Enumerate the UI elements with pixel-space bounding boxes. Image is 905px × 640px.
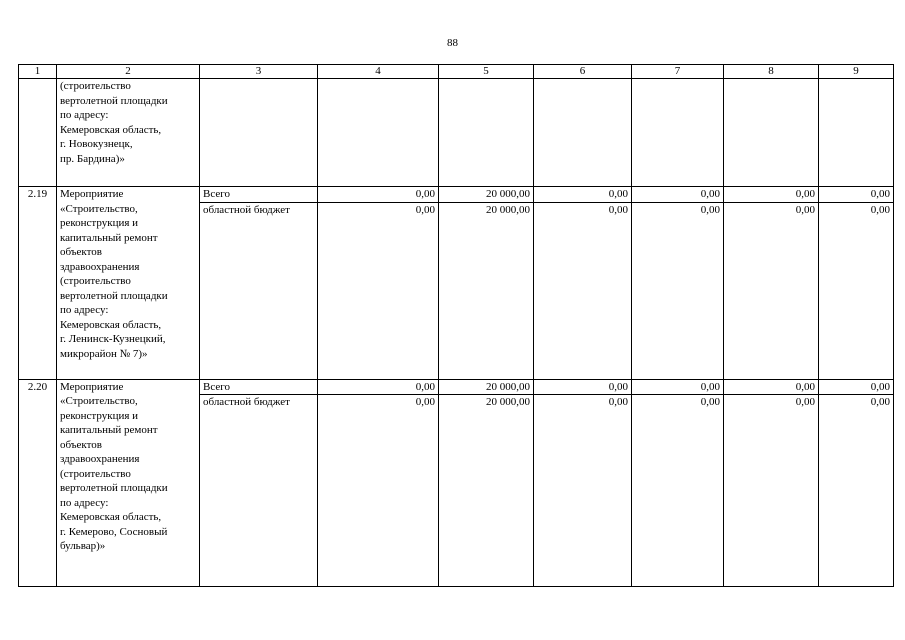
value-cell: 0,00 xyxy=(534,202,632,379)
funding-source: областной бюджет xyxy=(200,395,318,587)
column-header: 8 xyxy=(724,65,819,79)
value-cell: 0,00 xyxy=(724,395,819,587)
value-cell: 0,00 xyxy=(819,202,894,379)
funding-source: областной бюджет xyxy=(200,202,318,379)
column-header: 7 xyxy=(632,65,724,79)
value-cell: 0,00 xyxy=(724,379,819,395)
row-number-cell: 2.19 xyxy=(19,187,57,380)
value-cell: 0,00 xyxy=(318,379,439,395)
value-cell: 20 000,00 xyxy=(439,379,534,395)
table-row xyxy=(19,79,894,187)
column-header: 9 xyxy=(819,65,894,79)
row-number-cell: 2.20 xyxy=(19,379,57,587)
row-description: Мероприятие «Строительство, реконструкция и капитальный ремонт объектов здравоохранения (строительство вертолетной площадки по адресу: Кемеровская область, г. Кемерово, Сосновый бульвар)» xyxy=(57,379,200,587)
funding-source: Всего xyxy=(200,379,318,395)
value-cell: 0,00 xyxy=(632,395,724,587)
funding-source: Всего xyxy=(200,187,318,203)
row-description: Мероприятие «Строительство, реконструкция и капитальный ремонт объектов здравоохранения (строительство вертолетной площадки по адресу: Кемеровская область, г. Ленинск-Кузнецкий, микрорайон № 7)» xyxy=(57,187,200,380)
page-number: 88 xyxy=(447,37,458,49)
table-cell xyxy=(200,79,318,187)
value-cell: 0,00 xyxy=(632,187,724,203)
table-cell xyxy=(819,79,894,187)
value-cell: 0,00 xyxy=(318,395,439,587)
column-header: 4 xyxy=(318,65,439,79)
column-header: 6 xyxy=(534,65,632,79)
value-cell: 0,00 xyxy=(819,187,894,203)
value-cell: 20 000,00 xyxy=(439,395,534,587)
table-cell xyxy=(724,79,819,187)
column-header: 3 xyxy=(200,65,318,79)
table-header-row xyxy=(19,65,894,79)
value-cell: 0,00 xyxy=(534,395,632,587)
value-cell: 0,00 xyxy=(819,379,894,395)
value-cell: 0,00 xyxy=(724,202,819,379)
table-cell xyxy=(439,79,534,187)
table-cell xyxy=(318,79,439,187)
value-cell: 0,00 xyxy=(632,379,724,395)
column-header: 1 xyxy=(19,65,57,79)
table-cell xyxy=(632,79,724,187)
value-cell: 0,00 xyxy=(819,395,894,587)
budget-table xyxy=(18,64,894,587)
value-cell: 0,00 xyxy=(318,202,439,379)
value-cell: 0,00 xyxy=(318,187,439,203)
row-description: (строительство вертолетной площадки по адресу: Кемеровская область, г. Новокузнецк, пр. Бардина)» xyxy=(57,79,200,187)
value-cell: 20 000,00 xyxy=(439,202,534,379)
column-header: 5 xyxy=(439,65,534,79)
value-cell: 0,00 xyxy=(724,187,819,203)
value-cell: 0,00 xyxy=(632,202,724,379)
column-header: 2 xyxy=(57,65,200,79)
table-row xyxy=(19,379,894,395)
table-row xyxy=(19,187,894,203)
value-cell: 20 000,00 xyxy=(439,187,534,203)
table-cell xyxy=(534,79,632,187)
value-cell: 0,00 xyxy=(534,187,632,203)
row-number-cell xyxy=(19,79,57,187)
value-cell: 0,00 xyxy=(534,379,632,395)
